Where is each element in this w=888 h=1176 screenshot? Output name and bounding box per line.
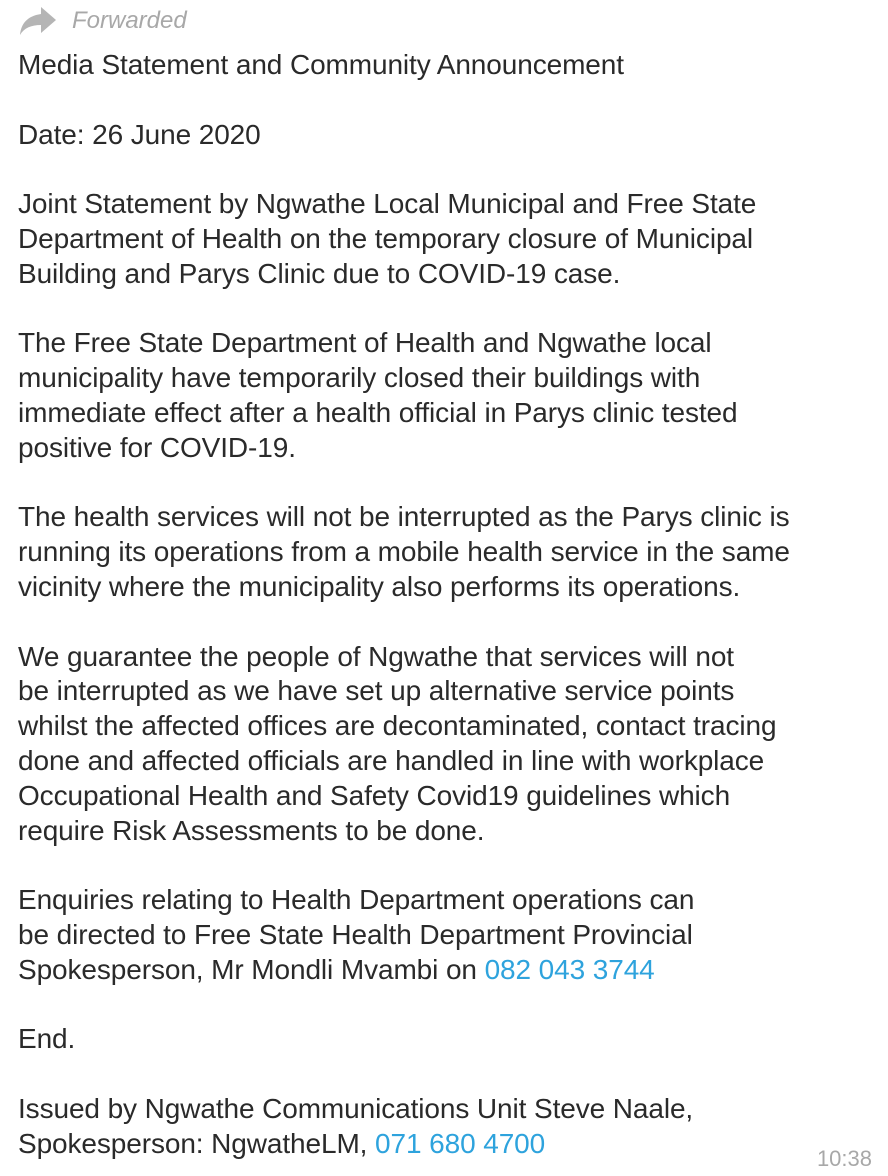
forwarded-text: Forwarded (72, 7, 187, 34)
message-title: Media Statement and Community Announcement (18, 49, 624, 80)
enquiries-paragraph (18, 883, 873, 987)
enquiries-text: Enquiries relating to Health Department operations can be directed to Free State Health Department Provincial Spokesperson, Mr Mondli Mvambi on (18, 884, 695, 985)
issued-by-paragraph (18, 1092, 873, 1162)
phone-link-health[interactable]: 082 043 3744 (484, 953, 655, 985)
message-timestamp: 10:38 (816, 1146, 872, 1171)
message-date: Date: 26 June 2020 (18, 118, 261, 150)
forwarded-label (18, 4, 187, 38)
phone-link-municipality[interactable]: 071 680 4700 (375, 1127, 546, 1159)
issued-by-text: Issued by Ngwathe Communications Unit Steve Naale, Spokesperson: NgwatheLM, (18, 1092, 694, 1159)
message-paragraph: Joint Statement by Ngwathe Local Municipal and Free State Department of Health on the temporary closure of Municipal Building and Parys Clinic due to COVID-19 case. (18, 188, 757, 289)
message-body (18, 48, 873, 1162)
message-paragraph: We guarantee the people of Ngwathe that services will not be interrupted as we have set up alternative service points whilst the affected offices are decontaminated, contact tracing done and affected officials are handled in line with workplace Occupational Health and Safety Covid19 guidelines which require Risk Assessments to be done. (18, 640, 777, 846)
message-end: End. (18, 1023, 76, 1055)
message-paragraph: The Free State Department of Health and Ngwathe local municipality have temporarily closed their buildings with immediate effect after a health official in Parys clinic tested positive for COVID-19. (18, 327, 738, 463)
forward-arrow-icon (18, 5, 58, 37)
message-paragraph: The health services will not be interrupted as the Parys clinic is running its operations from a mobile health service in the same vicinity where the municipality also performs its operations. (18, 501, 790, 602)
